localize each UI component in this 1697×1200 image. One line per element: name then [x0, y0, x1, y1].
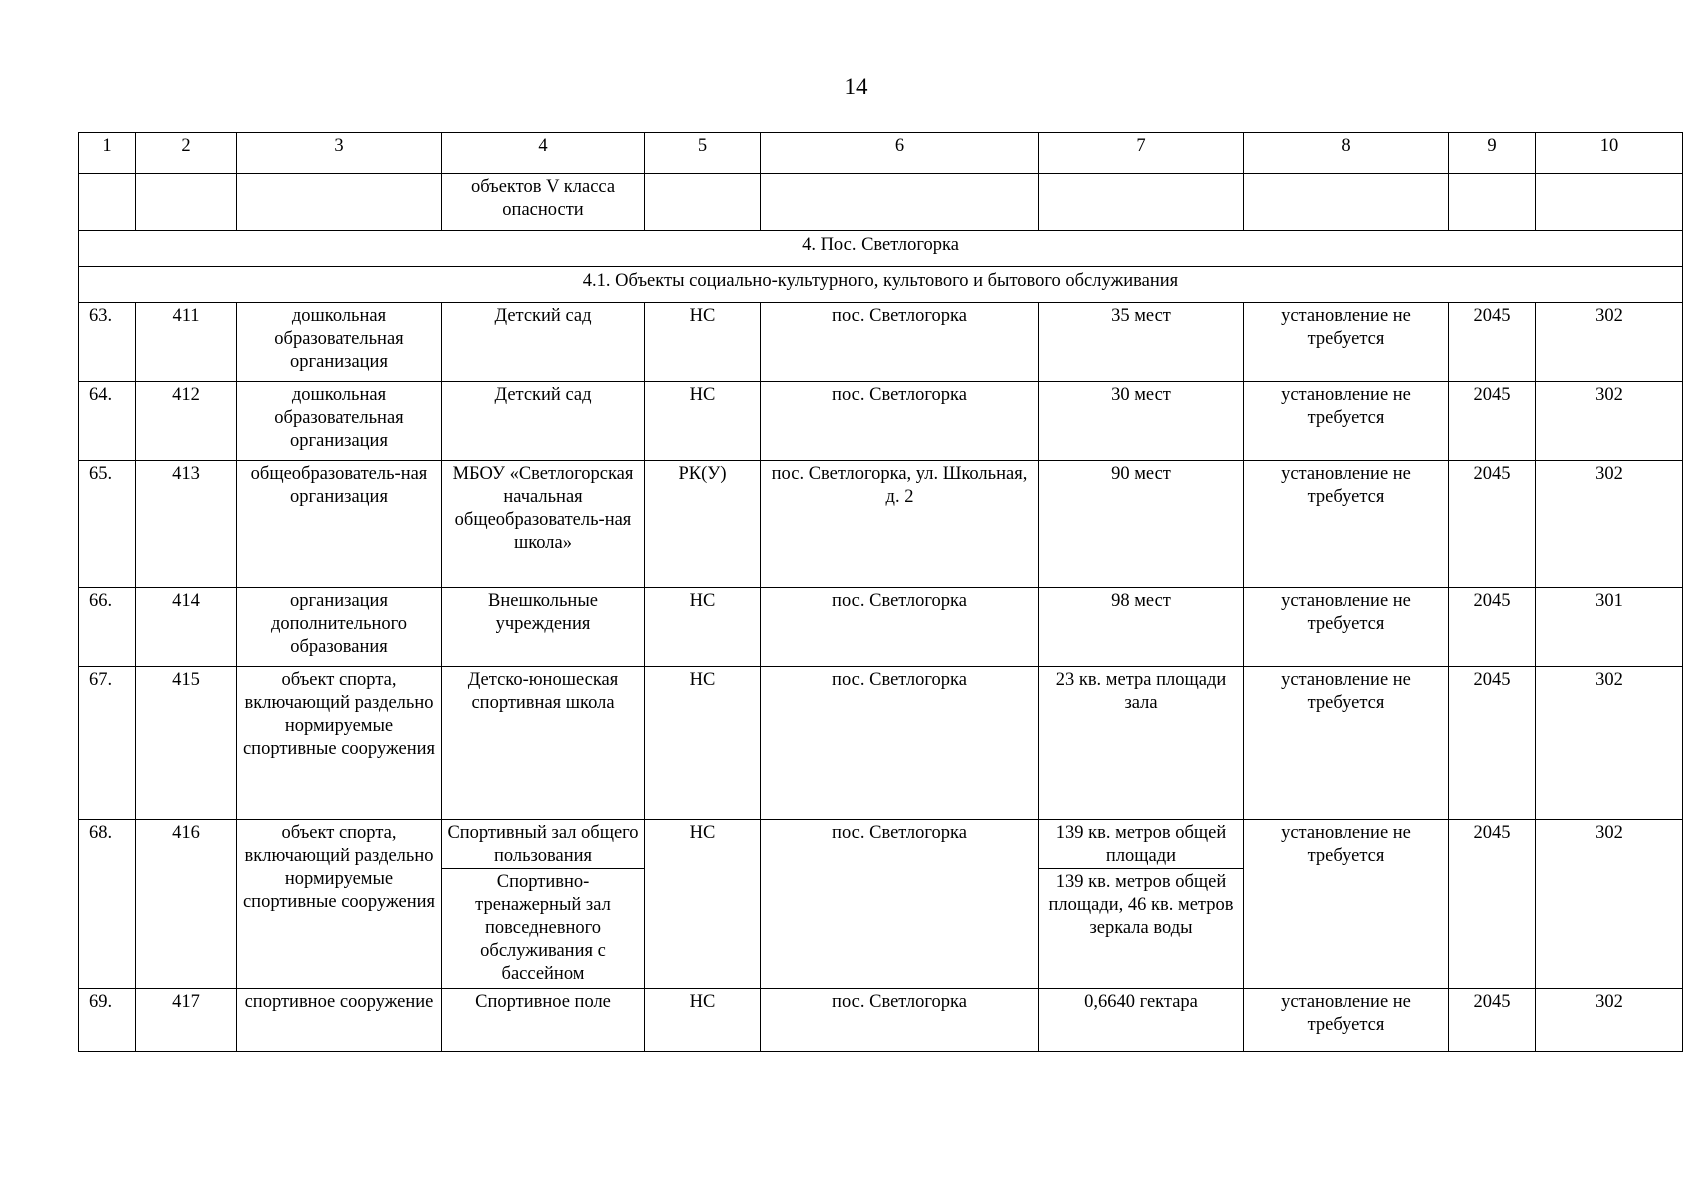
col-header: 8: [1244, 133, 1449, 174]
object-code: 416: [136, 820, 237, 989]
status: НС: [645, 667, 761, 820]
empty-cell: [136, 174, 237, 231]
year: 2045: [1449, 461, 1536, 588]
col-header: 10: [1536, 133, 1683, 174]
year: 2045: [1449, 989, 1536, 1052]
subsection-row: [79, 267, 1683, 303]
location: пос. Светлогорка: [761, 989, 1039, 1052]
table-row: [79, 303, 1683, 382]
empty-cell: [79, 174, 136, 231]
table-row: [79, 461, 1683, 588]
status: НС: [645, 588, 761, 667]
zone-requirement: установление не требуется: [1244, 461, 1449, 588]
empty-cell: [1449, 174, 1536, 231]
object-code: 417: [136, 989, 237, 1052]
col-header: 4: [442, 133, 645, 174]
location: пос. Светлогорка: [761, 303, 1039, 382]
col-header: 2: [136, 133, 237, 174]
object-name: Спортивное поле: [442, 989, 645, 1052]
zone-code: 302: [1536, 303, 1683, 382]
object-name-split: [442, 820, 645, 989]
capacity: 139 кв. метров общей площади: [1055, 823, 1227, 866]
object-type: объект спорта, включающий раздельно нормируемые спортивные сооружения: [237, 667, 442, 820]
zone-requirement: установление не требуется: [1244, 820, 1449, 989]
object-type: объект спорта, включающий раздельно нормируемые спортивные сооружения: [237, 820, 442, 989]
empty-cell: [1244, 174, 1449, 231]
object-name: Детский сад: [442, 303, 645, 382]
object-name: Внешкольные учреждения: [442, 588, 645, 667]
object-code: 413: [136, 461, 237, 588]
object-code: 415: [136, 667, 237, 820]
objects-table: [78, 132, 1683, 1052]
capacity: 30 мест: [1039, 382, 1244, 461]
object-name: Детско-юношеская спортивная школа: [442, 667, 645, 820]
object-name: МБОУ «Светлогорская начальная общеобразователь-ная школа»: [442, 461, 645, 588]
year: 2045: [1449, 303, 1536, 382]
capacity: 23 кв. метра площади зала: [1039, 667, 1244, 820]
object-type: общеобразователь-ная организация: [237, 461, 442, 588]
capacity: 90 мест: [1039, 461, 1244, 588]
continuation-row: [79, 174, 1683, 231]
object-code: 414: [136, 588, 237, 667]
object-name: Спортивный зал общего пользования: [447, 823, 639, 866]
col-header: 5: [645, 133, 761, 174]
location: пос. Светлогорка: [761, 382, 1039, 461]
zone-requirement: установление не требуется: [1244, 667, 1449, 820]
capacity-split: [1039, 820, 1244, 989]
year: 2045: [1449, 820, 1536, 989]
row-number: 69.: [79, 989, 136, 1052]
empty-cell: [761, 174, 1039, 231]
empty-cell: [1536, 174, 1683, 231]
page-number: 14: [844, 74, 868, 99]
row-number: 66.: [79, 588, 136, 667]
zone-code: 302: [1536, 382, 1683, 461]
status: НС: [645, 820, 761, 989]
row-number: 67.: [79, 667, 136, 820]
zone-requirement: установление не требуется: [1244, 588, 1449, 667]
object-name: Детский сад: [442, 382, 645, 461]
col-header: 6: [761, 133, 1039, 174]
col-header: 7: [1039, 133, 1244, 174]
row-number: 65.: [79, 461, 136, 588]
object-code: 412: [136, 382, 237, 461]
table-row: [79, 382, 1683, 461]
empty-cell: [645, 174, 761, 231]
zone-code: 302: [1536, 667, 1683, 820]
table-row: [79, 820, 1683, 989]
zone-code: 302: [1536, 989, 1683, 1052]
capacity: 35 мест: [1039, 303, 1244, 382]
empty-cell: [237, 174, 442, 231]
table-row: [79, 989, 1683, 1052]
section-row: [79, 231, 1683, 267]
row-number: 68.: [79, 820, 136, 989]
empty-cell: [1039, 174, 1244, 231]
column-number-row: [79, 133, 1683, 174]
col-header: 9: [1449, 133, 1536, 174]
col-header: 3: [237, 133, 442, 174]
location: пос. Светлогорка: [761, 667, 1039, 820]
object-type: дошкольная образовательная организация: [237, 303, 442, 382]
object-code: 411: [136, 303, 237, 382]
zone-code: 302: [1536, 820, 1683, 989]
zone-requirement: установление не требуется: [1244, 382, 1449, 461]
status: НС: [645, 382, 761, 461]
row-number: 63.: [79, 303, 136, 382]
year: 2045: [1449, 667, 1536, 820]
location: пос. Светлогорка: [761, 588, 1039, 667]
capacity: 139 кв. метров общей площади, 46 кв. метров зеркала воды: [1039, 868, 1243, 942]
location: пос. Светлогорка: [761, 820, 1039, 989]
section-heading: 4. Пос. Светлогорка: [79, 231, 1683, 267]
capacity: 0,6640 гектара: [1039, 989, 1244, 1052]
status: НС: [645, 303, 761, 382]
object-type: дошкольная образовательная организация: [237, 382, 442, 461]
zone-requirement: установление не требуется: [1244, 989, 1449, 1052]
continuation-text: объектов V класса опасности: [442, 174, 645, 231]
zone-code: 302: [1536, 461, 1683, 588]
object-name: Спортивно-тренажерный зал повседневного обслуживания с бассейном: [442, 868, 644, 988]
status: НС: [645, 989, 761, 1052]
col-header: 1: [79, 133, 136, 174]
row-number: 64.: [79, 382, 136, 461]
year: 2045: [1449, 588, 1536, 667]
object-type: организация дополнительного образования: [237, 588, 442, 667]
zone-requirement: установление не требуется: [1244, 303, 1449, 382]
table-row: [79, 667, 1683, 820]
object-type: спортивное сооружение: [237, 989, 442, 1052]
status: РК(У): [645, 461, 761, 588]
location: пос. Светлогорка, ул. Школьная, д. 2: [761, 461, 1039, 588]
table-row: [79, 588, 1683, 667]
year: 2045: [1449, 382, 1536, 461]
subsection-heading: 4.1. Объекты социально-культурного, культового и бытового обслуживания: [79, 267, 1683, 303]
capacity: 98 мест: [1039, 588, 1244, 667]
zone-code: 301: [1536, 588, 1683, 667]
